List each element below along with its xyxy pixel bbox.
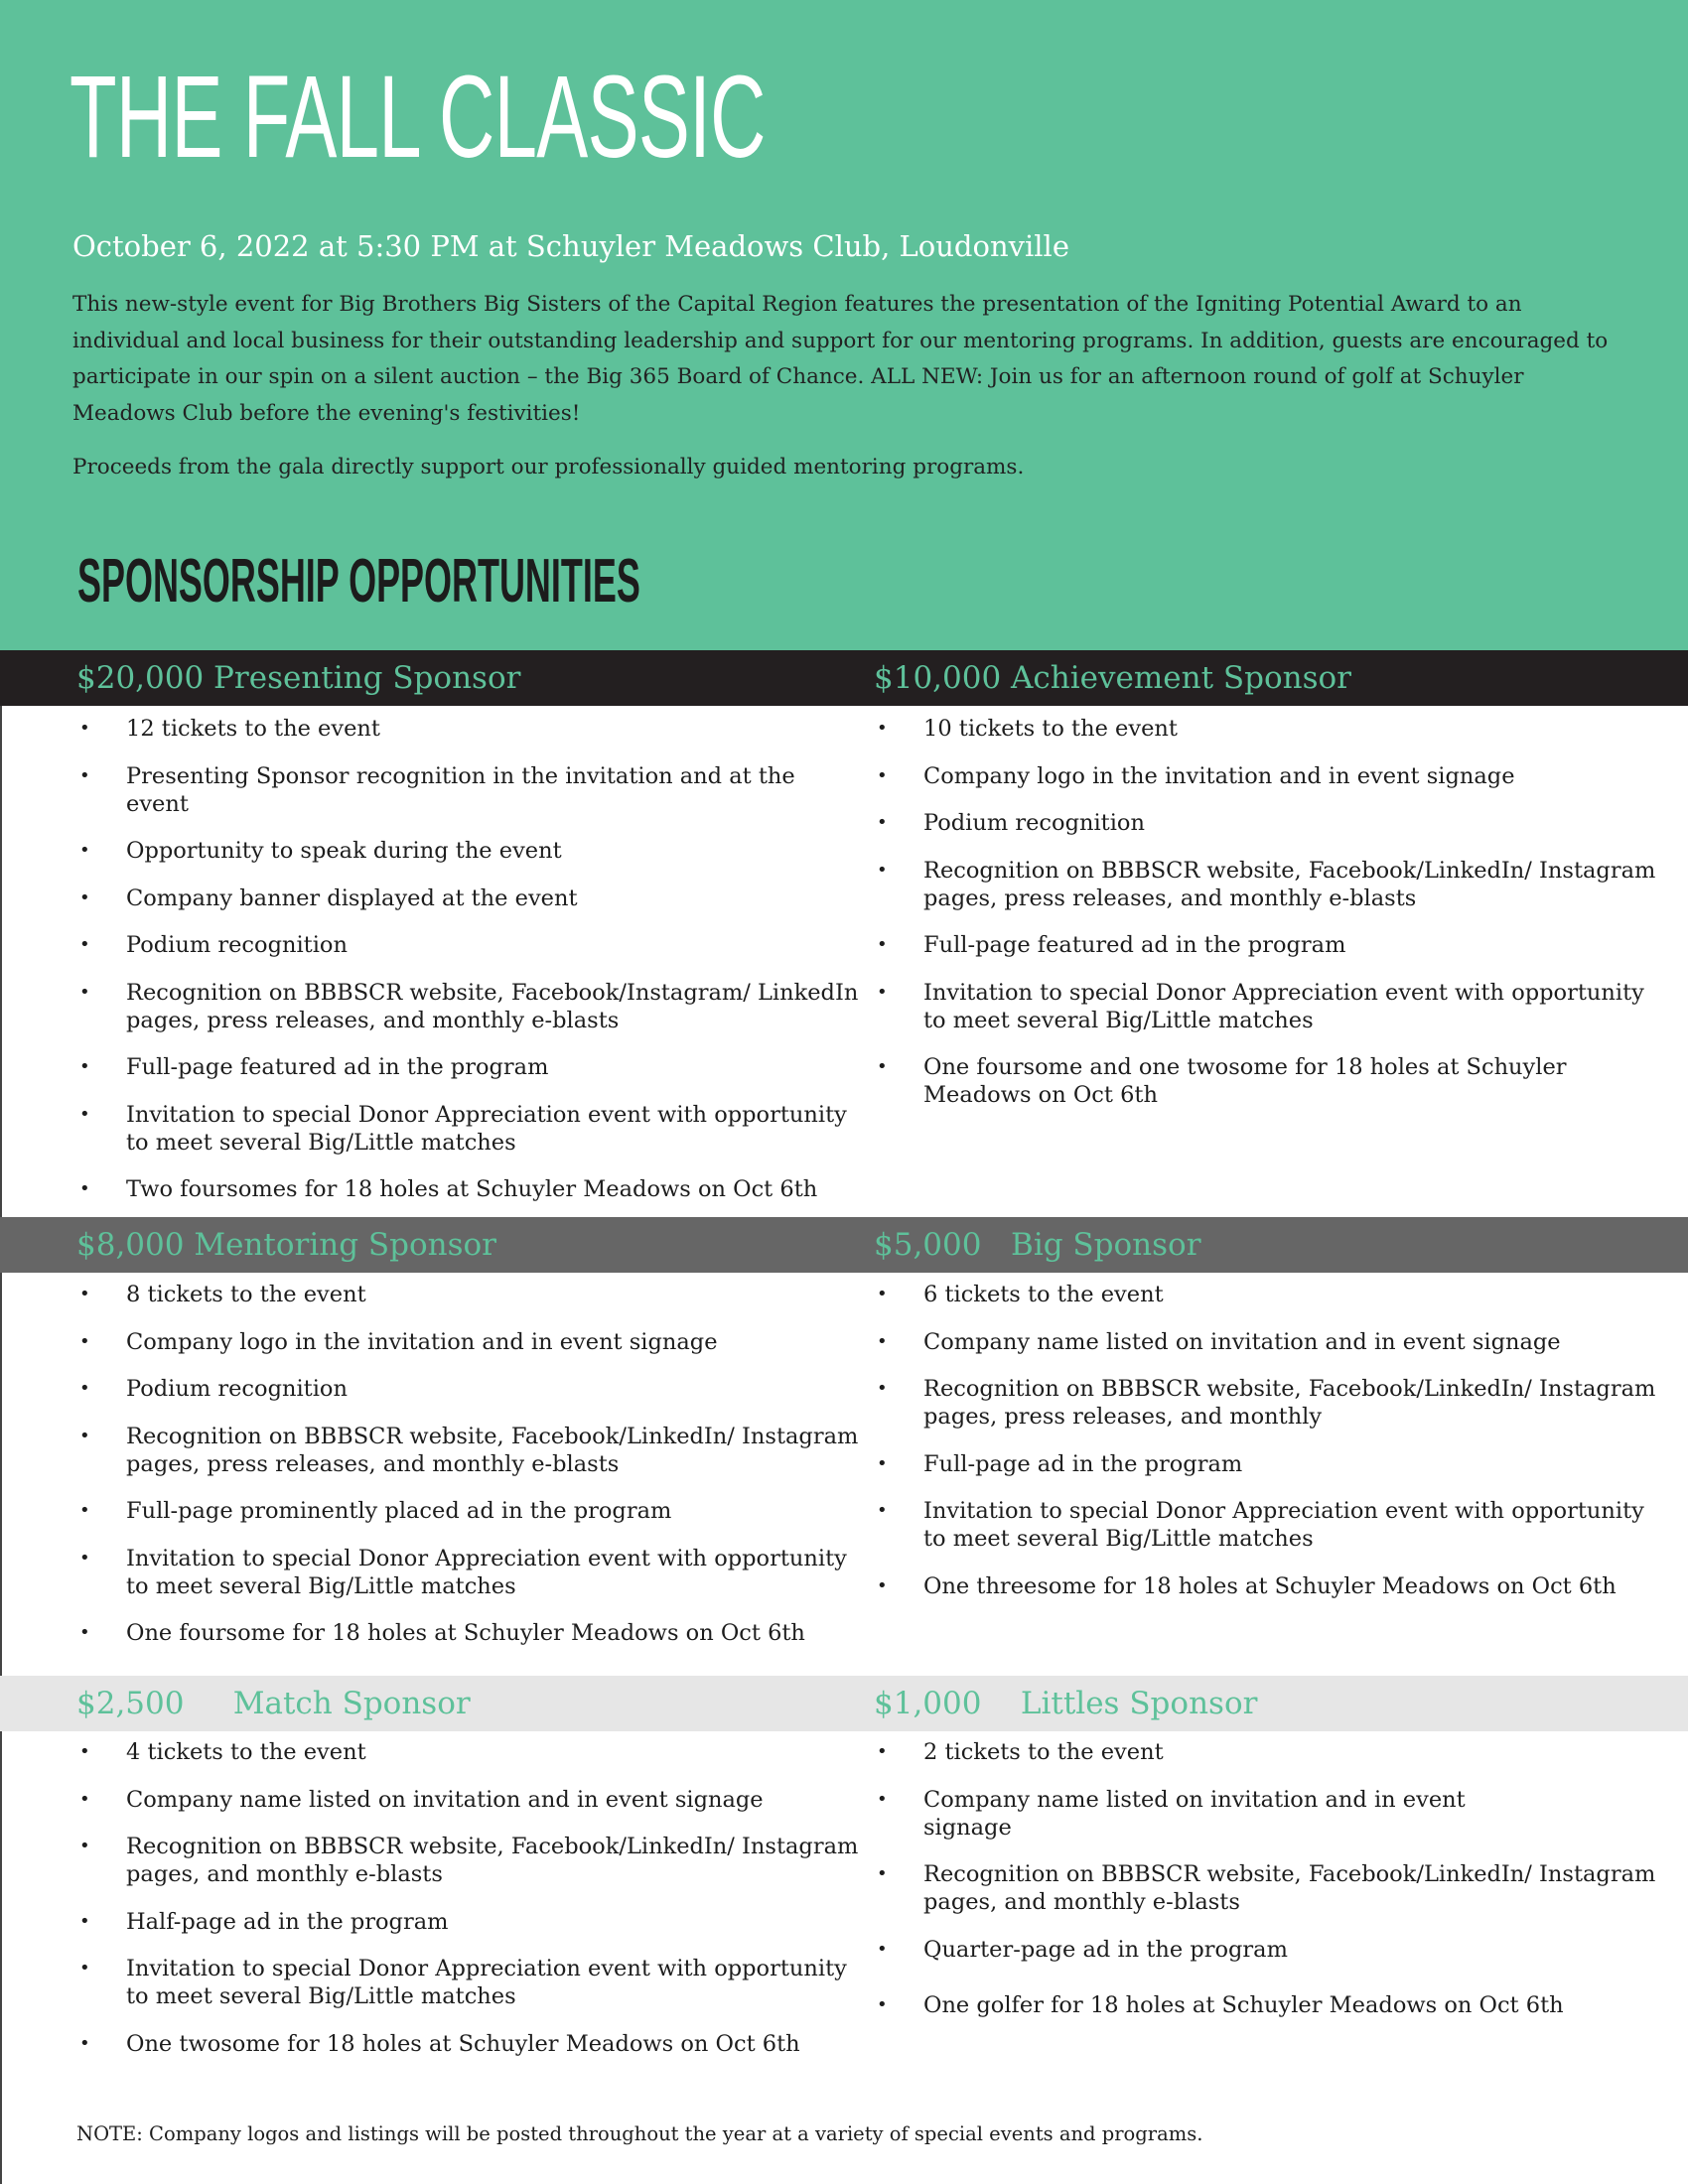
hero-banner — [0, 0, 1688, 650]
benefit-item: • 4 tickets to the event — [76, 1738, 861, 1766]
benefit-item: • Opportunity to speak during the event — [76, 837, 861, 865]
benefit-list-presenting — [76, 715, 861, 1223]
benefit-item: • Full-page ad in the program — [874, 1450, 1658, 1478]
benefit-item: • Company name listed on invitation and in event signage — [76, 1786, 861, 1814]
benefit-item: • Company name listed on invitation and in event signage — [874, 1786, 1658, 1842]
tier-title-achievement: $10,000 Achievement Sponsor — [874, 660, 1351, 696]
benefit-list-littles — [874, 1738, 1658, 2038]
benefit-item: • Full-page featured ad in the program — [874, 931, 1658, 959]
benefit-item: • Podium recognition — [76, 1375, 861, 1403]
benefit-item: • Invitation to special Donor Appreciation event with opportunity to meet several Big/Little matches — [76, 1955, 861, 2010]
benefit-item: • Half-page ad in the program — [76, 1908, 861, 1936]
benefit-item: • 8 tickets to the event — [76, 1281, 861, 1308]
benefit-item: • Full-page prominently placed ad in the program — [76, 1497, 861, 1525]
benefit-list-achievement — [874, 715, 1658, 1129]
benefit-list-big — [874, 1281, 1658, 1619]
page-edge-rule — [0, 650, 2, 2184]
benefit-item: • Recognition on BBBSCR website, Facebook/LinkedIn/ Instagram pages, press releases, and monthly — [874, 1375, 1658, 1431]
benefit-list-mentoring — [76, 1281, 861, 1667]
benefit-item: • Presenting Sponsor recognition in the invitation and at the event — [76, 762, 861, 818]
benefit-item: • Company logo in the invitation and in event signage — [76, 1328, 861, 1356]
tier-title-presenting: $20,000 Presenting Sponsor — [76, 660, 521, 696]
tier-title-mentoring: $8,000 Mentoring Sponsor — [76, 1227, 496, 1263]
benefit-item: • 12 tickets to the event — [76, 715, 861, 743]
benefit-item: • One twosome for 18 holes at Schuyler Meadows on Oct 6th — [76, 2030, 861, 2058]
benefit-item: • One foursome and one twosome for 18 holes at Schuyler Meadows on Oct 6th — [874, 1053, 1658, 1109]
benefit-item: • Invitation to special Donor Appreciation event with opportunity to meet several Big/Little matches — [874, 1497, 1658, 1553]
footer-note: NOTE: Company logos and listings will be posted throughout the year at a variety of special events and programs. — [76, 2122, 1203, 2145]
benefit-item: • Recognition on BBBSCR website, Facebook/Instagram/ LinkedIn pages, press releases, and monthly e-blasts — [76, 979, 861, 1034]
benefit-item: • Recognition on BBBSCR website, Facebook/LinkedIn/ Instagram pages, and monthly e-blasts — [76, 1833, 861, 1888]
benefit-item: • Invitation to special Donor Appreciation event with opportunity to meet several Big/Little matches — [76, 1101, 861, 1157]
benefit-list-match — [76, 1738, 861, 2077]
benefit-item: • Company name listed on invitation and in event signage — [874, 1328, 1658, 1356]
benefit-item: • 2 tickets to the event — [874, 1738, 1658, 1766]
benefit-item: • Invitation to special Donor Appreciation event with opportunity to meet several Big/Little matches — [76, 1545, 861, 1600]
benefit-item: • 10 tickets to the event — [874, 715, 1658, 743]
benefit-item: • One threesome for 18 holes at Schuyler Meadows on Oct 6th — [874, 1572, 1658, 1600]
benefit-item: • Recognition on BBBSCR website, Facebook/LinkedIn/ Instagram pages, press releases, and monthly e-blasts — [76, 1423, 861, 1478]
benefit-item: • One golfer for 18 holes at Schuyler Meadows on Oct 6th — [874, 1991, 1658, 2019]
tier-title-littles: $1,000 Littles Sponsor — [874, 1686, 1258, 1721]
benefit-item: • Two foursomes for 18 holes at Schuyler Meadows on Oct 6th — [76, 1175, 861, 1203]
event-description: This new-style event for Big Brothers Big Sisters of the Capital Region features the presentation of the Igniting Potential Award to an individual and local business for their outstanding leadership and support for our mentoring programs. In addition, guests are encouraged to participate in our spin on a silent auction – the Big 365 Board of Chance. ALL NEW: Join us for an afternoon round of golf at Schuyler Meadows Club before the evening's festivities! — [72, 292, 1609, 426]
event-date-location: October 6, 2022 at 5:30 PM at Schuyler Meadows Club, Loudonville — [72, 229, 1069, 263]
section-heading: SPONSORSHIP OPPORTUNITIES — [77, 547, 640, 615]
benefit-item: • Company banner displayed at the event — [76, 885, 861, 912]
benefit-item: • Podium recognition — [874, 809, 1658, 837]
tier-title-big: $5,000 Big Sponsor — [874, 1227, 1201, 1263]
benefit-item: • Recognition on BBBSCR website, Facebook/LinkedIn/ Instagram pages, and monthly e-blasts — [874, 1860, 1658, 1916]
benefit-item: • 6 tickets to the event — [874, 1281, 1658, 1308]
benefit-item: • Full-page featured ad in the program — [76, 1053, 861, 1081]
benefit-item: • One foursome for 18 holes at Schuyler Meadows on Oct 6th — [76, 1619, 861, 1647]
tier-title-match: $2,500 Match Sponsor — [76, 1686, 471, 1721]
benefit-item: • Recognition on BBBSCR website, Facebook/LinkedIn/ Instagram pages, press releases, and monthly e-blasts — [874, 857, 1658, 912]
page-title: THE FALL CLASSIC — [70, 52, 766, 183]
benefit-item: • Podium recognition — [76, 931, 861, 959]
benefit-item: • Quarter-page ad in the program — [874, 1936, 1658, 1964]
benefit-item: • Invitation to special Donor Appreciation event with opportunity to meet several Big/Little matches — [874, 979, 1658, 1034]
benefit-item: • Company logo in the invitation and in event signage — [874, 762, 1658, 790]
proceeds-statement: Proceeds from the gala directly support our professionally guided mentoring programs. — [72, 455, 1025, 479]
